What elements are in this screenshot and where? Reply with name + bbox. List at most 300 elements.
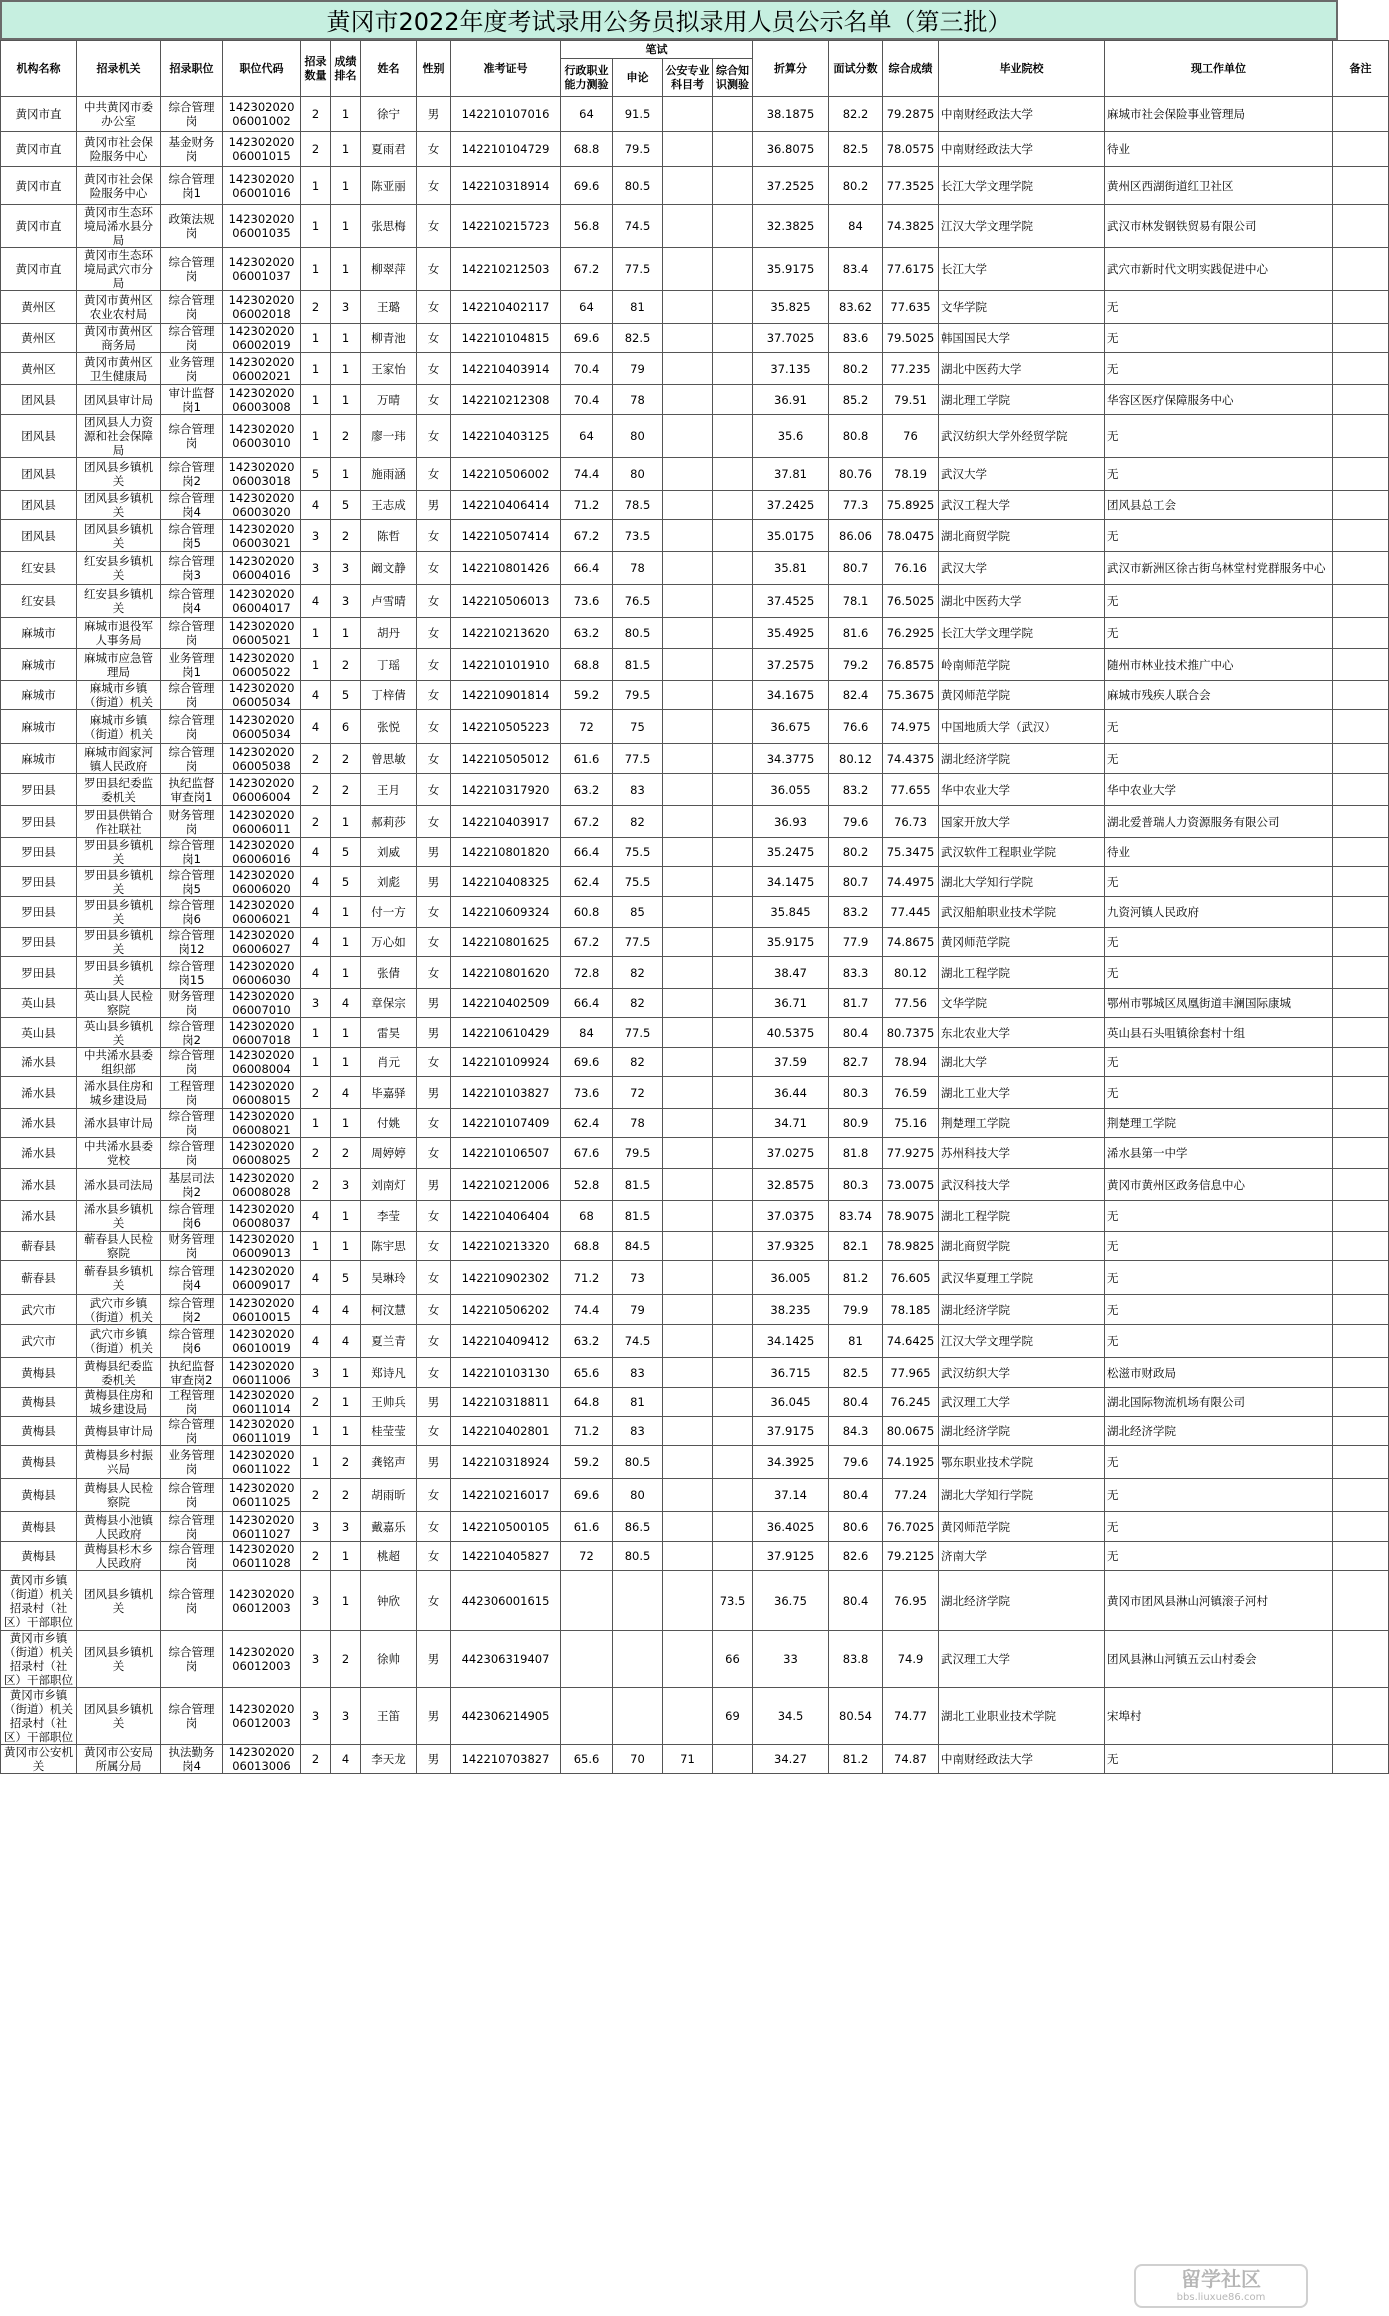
cell-name: 陈宇思 [361, 1232, 417, 1261]
cell-converted: 38.1875 [753, 97, 829, 132]
cell-ticket: 142210403125 [451, 415, 561, 458]
cell-police [663, 1446, 713, 1479]
cell-school: 中南财经政法大学 [939, 1745, 1105, 1774]
table-row [1, 1512, 1389, 1542]
cell-org: 黄梅县 [1, 1388, 77, 1417]
table-row [1, 806, 1389, 838]
cell-aptitude: 73.6 [561, 1077, 613, 1109]
cell-dept: 黄冈市公安局所属分局 [77, 1745, 161, 1774]
cell-ticket: 142210402509 [451, 989, 561, 1018]
cell-position: 综合管理岗 [161, 1138, 223, 1169]
cell-school: 文华学院 [939, 989, 1105, 1018]
cell-gender: 女 [417, 744, 451, 774]
cell-school: 湖北中医药大学 [939, 353, 1105, 385]
cell-dept: 黄冈市黄州区商务局 [77, 324, 161, 353]
cell-work: 无 [1105, 520, 1333, 552]
cell-dept: 黄梅县小池镇人民政府 [77, 1512, 161, 1542]
cell-note [1333, 1169, 1389, 1201]
cell-knowledge [713, 491, 753, 520]
cell-gender: 男 [417, 838, 451, 867]
cell-position: 综合管理岗4 [161, 585, 223, 618]
cell-converted: 37.2525 [753, 167, 829, 205]
cell-converted: 37.59 [753, 1048, 829, 1077]
cell-name: 钟欣 [361, 1571, 417, 1631]
cell-quota: 1 [301, 248, 331, 291]
cell-rank: 1 [331, 1388, 361, 1417]
cell-knowledge [713, 1479, 753, 1512]
cell-rank: 2 [331, 649, 361, 681]
cell-gender: 男 [417, 1446, 451, 1479]
cell-rank: 4 [331, 989, 361, 1018]
cell-police [663, 1232, 713, 1261]
cell-total: 78.9075 [883, 1201, 939, 1232]
cell-work: 团风县总工会 [1105, 491, 1333, 520]
cell-work: 无 [1105, 618, 1333, 649]
cell-gender: 女 [417, 1325, 451, 1358]
cell-essay: 82 [613, 989, 663, 1018]
cell-quota: 4 [301, 1325, 331, 1358]
cell-police [663, 1512, 713, 1542]
cell-position: 综合管理岗 [161, 1417, 223, 1446]
cell-aptitude: 61.6 [561, 1512, 613, 1542]
cell-ticket: 142210506002 [451, 458, 561, 491]
cell-police [663, 774, 713, 806]
cell-position: 综合管理岗 [161, 1631, 223, 1688]
cell-ticket: 142210406404 [451, 1201, 561, 1232]
cell-police [663, 649, 713, 681]
cell-total: 79.2125 [883, 1542, 939, 1571]
cell-dept: 麻城市乡镇（街道）机关 [77, 681, 161, 710]
cell-aptitude [561, 1571, 613, 1631]
cell-police [663, 520, 713, 552]
table-row [1, 1232, 1389, 1261]
cell-dept: 罗田县乡镇机关 [77, 928, 161, 957]
cell-ticket: 442306319407 [451, 1631, 561, 1688]
table-row [1, 205, 1389, 248]
cell-name: 丁梓倩 [361, 681, 417, 710]
cell-name: 郝莉莎 [361, 806, 417, 838]
cell-interview: 80.8 [829, 415, 883, 458]
cell-knowledge: 69 [713, 1688, 753, 1745]
cell-position: 执纪监督审查岗2 [161, 1358, 223, 1388]
cell-essay: 73.5 [613, 520, 663, 552]
cell-school: 武汉理工大学 [939, 1388, 1105, 1417]
cell-ticket: 142210406414 [451, 491, 561, 520]
cell-dept: 团风县乡镇机关 [77, 1631, 161, 1688]
cell-code: 14230202006008037 [223, 1201, 301, 1232]
cell-name: 施雨涵 [361, 458, 417, 491]
cell-rank: 3 [331, 585, 361, 618]
cell-total: 76.2925 [883, 618, 939, 649]
cell-note [1333, 458, 1389, 491]
cell-converted: 38.47 [753, 957, 829, 989]
cell-essay: 84.5 [613, 1232, 663, 1261]
cell-org: 黄梅县 [1, 1479, 77, 1512]
cell-org: 黄梅县 [1, 1417, 77, 1446]
cell-gender: 女 [417, 1417, 451, 1446]
cell-rank: 3 [331, 1169, 361, 1201]
cell-note [1333, 1261, 1389, 1295]
cell-school: 武汉科技大学 [939, 1169, 1105, 1201]
cell-interview: 82.5 [829, 1358, 883, 1388]
cell-name: 张倩 [361, 957, 417, 989]
cell-aptitude: 61.6 [561, 744, 613, 774]
cell-name: 桃超 [361, 1542, 417, 1571]
cell-essay: 80 [613, 415, 663, 458]
cell-position: 综合管理岗 [161, 291, 223, 324]
cell-dept: 团风县乡镇机关 [77, 1688, 161, 1745]
cell-code: 14230202006002019 [223, 324, 301, 353]
cell-org: 黄梅县 [1, 1542, 77, 1571]
table-row [1, 132, 1389, 167]
cell-work: 无 [1105, 415, 1333, 458]
cell-gender: 女 [417, 415, 451, 458]
cell-knowledge [713, 324, 753, 353]
cell-name: 胡丹 [361, 618, 417, 649]
cell-work: 湖北经济学院 [1105, 1417, 1333, 1446]
cell-police [663, 353, 713, 385]
cell-rank: 1 [331, 928, 361, 957]
cell-police [663, 1325, 713, 1358]
cell-name: 王笛 [361, 1688, 417, 1745]
cell-gender: 女 [417, 1109, 451, 1138]
cell-org: 黄冈市公安机关 [1, 1745, 77, 1774]
cell-total: 74.4975 [883, 867, 939, 897]
cell-work: 无 [1105, 1446, 1333, 1479]
cell-school: 武汉纺织大学 [939, 1358, 1105, 1388]
cell-work: 华中农业大学 [1105, 774, 1333, 806]
cell-rank: 3 [331, 291, 361, 324]
cell-knowledge [713, 353, 753, 385]
cell-rank: 3 [331, 1688, 361, 1745]
cell-rank: 1 [331, 618, 361, 649]
cell-position: 综合管理岗4 [161, 1261, 223, 1295]
cell-code: 14230202006008025 [223, 1138, 301, 1169]
cell-interview: 79.9 [829, 1295, 883, 1325]
cell-name: 夏雨君 [361, 132, 417, 167]
cell-org: 浠水县 [1, 1048, 77, 1077]
cell-school: 武汉纺织大学外经贸学院 [939, 415, 1105, 458]
cell-total: 80.12 [883, 957, 939, 989]
cell-dept: 麻城市应急管理局 [77, 649, 161, 681]
cell-code: 14230202006001037 [223, 248, 301, 291]
cell-rank: 2 [331, 1479, 361, 1512]
cell-ticket: 142210104815 [451, 324, 561, 353]
cell-knowledge [713, 1388, 753, 1417]
cell-gender: 女 [417, 1295, 451, 1325]
cell-interview: 79.2 [829, 649, 883, 681]
cell-quota: 2 [301, 291, 331, 324]
cell-note [1333, 838, 1389, 867]
cell-aptitude: 74.4 [561, 458, 613, 491]
cell-quota: 3 [301, 989, 331, 1018]
cell-quota: 3 [301, 1358, 331, 1388]
cell-work: 无 [1105, 1295, 1333, 1325]
cell-ticket: 142210318811 [451, 1388, 561, 1417]
cell-position: 执法勤务岗4 [161, 1745, 223, 1774]
cell-school: 湖北经济学院 [939, 744, 1105, 774]
table-row [1, 1048, 1389, 1077]
cell-ticket: 142210405827 [451, 1542, 561, 1571]
header-quota: 招录数量 [301, 41, 331, 97]
cell-police [663, 324, 713, 353]
cell-dept: 麻城市乡镇（街道）机关 [77, 710, 161, 744]
cell-rank: 4 [331, 1077, 361, 1109]
cell-position: 审计监督岗1 [161, 385, 223, 415]
cell-org: 蕲春县 [1, 1232, 77, 1261]
cell-position: 综合管理岗6 [161, 1201, 223, 1232]
cell-essay: 73 [613, 1261, 663, 1295]
cell-note [1333, 132, 1389, 167]
cell-converted: 34.5 [753, 1688, 829, 1745]
cell-police [663, 1688, 713, 1745]
cell-converted: 33 [753, 1631, 829, 1688]
cell-work: 湖北爱普瑞人力资源服务有限公司 [1105, 806, 1333, 838]
cell-rank: 1 [331, 353, 361, 385]
cell-aptitude: 69.6 [561, 1479, 613, 1512]
cell-position: 综合管理岗 [161, 1571, 223, 1631]
cell-work: 九资河镇人民政府 [1105, 897, 1333, 928]
cell-essay: 81.5 [613, 1201, 663, 1232]
cell-work: 无 [1105, 1745, 1333, 1774]
cell-dept: 浠水县住房和城乡建设局 [77, 1077, 161, 1109]
cell-dept: 麻城市退役军人事务局 [77, 618, 161, 649]
cell-quota: 1 [301, 205, 331, 248]
cell-total: 76.73 [883, 806, 939, 838]
cell-aptitude: 63.2 [561, 618, 613, 649]
cell-school: 中南财经政法大学 [939, 132, 1105, 167]
cell-quota: 1 [301, 1417, 331, 1446]
cell-police [663, 1479, 713, 1512]
cell-position: 综合管理岗 [161, 618, 223, 649]
cell-converted: 35.6 [753, 415, 829, 458]
cell-name: 柳青池 [361, 324, 417, 353]
cell-converted: 35.845 [753, 897, 829, 928]
cell-gender: 女 [417, 928, 451, 957]
cell-ticket: 442306001615 [451, 1571, 561, 1631]
cell-knowledge [713, 867, 753, 897]
cell-police [663, 1388, 713, 1417]
cell-dept: 英山县人民检察院 [77, 989, 161, 1018]
cell-note [1333, 1571, 1389, 1631]
cell-name: 李莹 [361, 1201, 417, 1232]
table-row [1, 97, 1389, 132]
cell-essay [613, 1631, 663, 1688]
cell-gender: 女 [417, 1479, 451, 1512]
cell-code: 14230202006006011 [223, 806, 301, 838]
cell-total: 78.19 [883, 458, 939, 491]
cell-code: 14230202006011014 [223, 1388, 301, 1417]
cell-essay: 81 [613, 291, 663, 324]
cell-gender: 女 [417, 774, 451, 806]
cell-interview: 80.4 [829, 1571, 883, 1631]
cell-work: 待业 [1105, 838, 1333, 867]
cell-work: 黄州区西湖街道红卫社区 [1105, 167, 1333, 205]
cell-gender: 女 [417, 167, 451, 205]
cell-total: 75.8925 [883, 491, 939, 520]
cell-essay: 77.5 [613, 1018, 663, 1048]
cell-work: 无 [1105, 353, 1333, 385]
cell-total: 76.95 [883, 1571, 939, 1631]
cell-dept: 麻城市阎家河镇人民政府 [77, 744, 161, 774]
cell-note [1333, 1542, 1389, 1571]
cell-interview: 85.2 [829, 385, 883, 415]
table-row [1, 1745, 1389, 1774]
cell-name: 雷昊 [361, 1018, 417, 1048]
cell-essay: 81 [613, 1388, 663, 1417]
cell-quota: 1 [301, 1232, 331, 1261]
cell-essay: 80 [613, 1479, 663, 1512]
cell-rank: 1 [331, 167, 361, 205]
table-row [1, 897, 1389, 928]
cell-code: 14230202006008021 [223, 1109, 301, 1138]
cell-rank: 1 [331, 97, 361, 132]
cell-dept: 中共浠水县委党校 [77, 1138, 161, 1169]
cell-position: 综合管理岗 [161, 681, 223, 710]
table-row [1, 1169, 1389, 1201]
cell-quota: 5 [301, 458, 331, 491]
cell-total: 77.56 [883, 989, 939, 1018]
table-row [1, 1077, 1389, 1109]
cell-interview: 81.8 [829, 1138, 883, 1169]
cell-knowledge [713, 291, 753, 324]
cell-police [663, 1138, 713, 1169]
cell-quota: 4 [301, 710, 331, 744]
cell-gender: 女 [417, 205, 451, 248]
cell-work: 湖北国际物流机场有限公司 [1105, 1388, 1333, 1417]
cell-quota: 1 [301, 167, 331, 205]
cell-aptitude: 62.4 [561, 867, 613, 897]
cell-total: 73.0075 [883, 1169, 939, 1201]
cell-work: 鄂州市鄂城区凤凰街道丰澜国际康城 [1105, 989, 1333, 1018]
cell-work: 待业 [1105, 132, 1333, 167]
cell-ticket: 142210212006 [451, 1169, 561, 1201]
cell-name: 刘彪 [361, 867, 417, 897]
table-row [1, 385, 1389, 415]
cell-dept: 黄梅县审计局 [77, 1417, 161, 1446]
cell-essay: 82 [613, 1048, 663, 1077]
cell-knowledge [713, 1542, 753, 1571]
cell-aptitude: 63.2 [561, 774, 613, 806]
cell-essay: 91.5 [613, 97, 663, 132]
cell-aptitude: 67.6 [561, 1138, 613, 1169]
cell-ticket: 142210104729 [451, 132, 561, 167]
cell-code: 14230202006011027 [223, 1512, 301, 1542]
cell-note [1333, 353, 1389, 385]
cell-essay: 78.5 [613, 491, 663, 520]
cell-position: 综合管理岗 [161, 324, 223, 353]
table-row [1, 291, 1389, 324]
cell-gender: 男 [417, 1169, 451, 1201]
cell-school: 湖北经济学院 [939, 1417, 1105, 1446]
cell-position: 综合管理岗1 [161, 838, 223, 867]
cell-ticket: 142210212308 [451, 385, 561, 415]
cell-knowledge [713, 1512, 753, 1542]
cell-gender: 女 [417, 1201, 451, 1232]
cell-aptitude: 69.6 [561, 324, 613, 353]
header-ticket: 准考证号 [451, 41, 561, 97]
cell-total: 74.6425 [883, 1325, 939, 1358]
cell-dept: 蕲春县乡镇机关 [77, 1261, 161, 1295]
cell-aptitude: 62.4 [561, 1109, 613, 1138]
cell-rank: 1 [331, 897, 361, 928]
header-org: 机构名称 [1, 41, 77, 97]
cell-knowledge [713, 1201, 753, 1232]
table-row [1, 167, 1389, 205]
cell-knowledge [713, 1417, 753, 1446]
cell-note [1333, 1745, 1389, 1774]
cell-interview: 80.12 [829, 744, 883, 774]
table-row [1, 1138, 1389, 1169]
cell-police [663, 132, 713, 167]
cell-org: 罗田县 [1, 774, 77, 806]
cell-aptitude: 68.8 [561, 1232, 613, 1261]
cell-interview: 80.3 [829, 1077, 883, 1109]
cell-org: 黄冈市直 [1, 97, 77, 132]
cell-dept: 浠水县乡镇机关 [77, 1201, 161, 1232]
cell-aptitude: 60.8 [561, 897, 613, 928]
cell-quota: 2 [301, 1542, 331, 1571]
cell-work: 无 [1105, 1048, 1333, 1077]
cell-knowledge [713, 744, 753, 774]
cell-rank: 1 [331, 385, 361, 415]
cell-essay: 77.5 [613, 248, 663, 291]
cell-interview: 80.54 [829, 1688, 883, 1745]
cell-essay: 82 [613, 806, 663, 838]
cell-aptitude: 52.8 [561, 1169, 613, 1201]
cell-org: 罗田县 [1, 957, 77, 989]
cell-rank: 6 [331, 710, 361, 744]
cell-org: 罗田县 [1, 928, 77, 957]
cell-knowledge [713, 897, 753, 928]
cell-essay: 77.5 [613, 744, 663, 774]
cell-school: 长江大学 [939, 248, 1105, 291]
cell-name: 陈亚丽 [361, 167, 417, 205]
cell-total: 76.16 [883, 552, 939, 585]
cell-essay: 83 [613, 1417, 663, 1446]
cell-work: 随州市林业技术推广中心 [1105, 649, 1333, 681]
cell-police [663, 1295, 713, 1325]
cell-knowledge [713, 1109, 753, 1138]
cell-police [663, 1048, 713, 1077]
cell-rank: 4 [331, 1325, 361, 1358]
cell-org: 浠水县 [1, 1109, 77, 1138]
cell-essay: 77.5 [613, 928, 663, 957]
cell-ticket: 142210109924 [451, 1048, 561, 1077]
cell-quota: 2 [301, 1388, 331, 1417]
cell-dept: 武穴市乡镇（街道）机关 [77, 1295, 161, 1325]
cell-converted: 34.1425 [753, 1325, 829, 1358]
cell-code: 14230202006012003 [223, 1631, 301, 1688]
cell-position: 综合管理岗4 [161, 491, 223, 520]
cell-quota: 4 [301, 1295, 331, 1325]
cell-knowledge [713, 989, 753, 1018]
cell-knowledge [713, 649, 753, 681]
cell-code: 14230202006005038 [223, 744, 301, 774]
cell-essay: 82 [613, 957, 663, 989]
cell-essay: 79.5 [613, 132, 663, 167]
cell-aptitude: 71.2 [561, 491, 613, 520]
cell-ticket: 142210801620 [451, 957, 561, 989]
table-row [1, 1018, 1389, 1048]
cell-converted: 37.0275 [753, 1138, 829, 1169]
cell-position: 综合管理岗12 [161, 928, 223, 957]
cell-school: 湖北经济学院 [939, 1571, 1105, 1631]
cell-dept: 蕲春县人民检察院 [77, 1232, 161, 1261]
cell-knowledge [713, 1261, 753, 1295]
cell-knowledge [713, 806, 753, 838]
cell-aptitude: 72 [561, 1542, 613, 1571]
